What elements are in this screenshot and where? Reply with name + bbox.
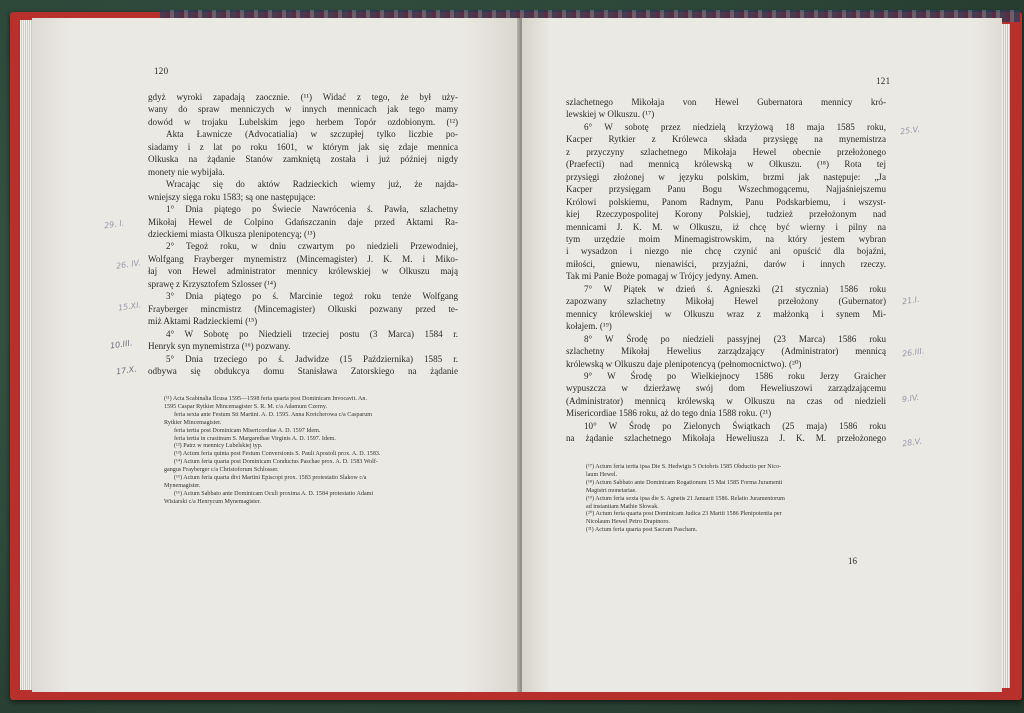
page-number: 121 [876, 76, 891, 86]
footnotes [164, 396, 460, 507]
text-line: (Administrator) mennicą królewską w Olkuszu na czas od niedzieli [566, 395, 886, 406]
right-page [522, 18, 1002, 692]
footnote-line: (¹⁷) Actum feria tertia ipsa Die S. Hedwigis 5 Octobris 1585 Obductio per Nico- [586, 464, 782, 470]
text-line: (Praefecti) nad mennicą królewską w Olkuszu. (¹⁸) Rota tej [566, 159, 886, 170]
text-line: przysięgi złożonej w języku polskim, brzmi jak następuje: „Ja [566, 171, 886, 182]
left-page [32, 18, 520, 692]
text-line: 7° W Piątek w dzień ś. Agnieszki (21 stycznia) 1586 roku [584, 283, 886, 294]
footnote-line: (²⁰) Actum feria quarta post Dominicam Judica 23 Martii 1586 Plenipotentia per [586, 511, 782, 518]
text-line: siadamy i z lat po roku 1601, w którym jak się zdaje mennica [148, 141, 458, 152]
footnote-line: 1595 Caspar Rytkier Mincemagister S. R. M. c/a Adamum Czerny. [164, 403, 328, 410]
text-line: 1° Dnia piątego po Świecie Nawrócenia ś. Pawła, szlachetny [166, 204, 458, 215]
text-line: Wracając się do aktów Radzieckich wiemy już, że najda- [166, 179, 458, 190]
text-line: królewską w Olkuszu daje plenipotencyą (pełnomocnictwo). (²⁰) [566, 358, 802, 369]
text-line: Kacper Rytkier z Królewca składa przysięgę na mynemistrza [566, 134, 886, 145]
footnote-line: Mynemagister. [164, 482, 201, 489]
footnote-line: (¹⁵) Actum feria quarta divi Martini Episcopi prox. 1583 protestatio Slakow c/a [174, 475, 367, 482]
text-line: monety nie wybijała. [148, 166, 225, 177]
handwritten-margin-note: 15.XI. [117, 300, 142, 313]
text-line: Misericordiae 1586 roku, aż do tego dnia 1588 roku. (²¹) [566, 408, 772, 419]
text-line: 8° W Środę po niedzieli passyjnej (23 Marca) 1586 roku [584, 333, 886, 344]
text-line: wniejszy sięga roku 1583; są one następujące: [148, 191, 316, 202]
footnote-line: Rytkier Mincemagister. [164, 419, 222, 426]
text-line: wany do spraw menniczych w innych mennicach jak tego mamy [148, 104, 458, 115]
text-line: z przyczyny szlachetnego Mikołaja Hewel obecnie przełożonego [566, 146, 886, 157]
body-text [148, 91, 458, 377]
text-line: mennicy królewskiej w Olkuszu wraz z małżonką i synem Mi- [566, 308, 886, 319]
footnote-line: gangus Frayberger c/a Christoforum Schlosser. [164, 467, 279, 474]
text-line: odbywa się obdukcya domu Stanisława Zatorskiego na żądanie [148, 365, 458, 376]
text-line: szlachetnego Mikołaja von Hewel Gubernatora mennicy kró- [566, 97, 886, 107]
footnote-line: (¹²) Patrz w mennicy Lubelskiej typ. [174, 443, 263, 450]
text-line: Olkuska na żądanie Stanów zamkniętą została i już później nigdy [148, 154, 458, 165]
text-line: mennicami J. K. M. w Olkuszu, iż chcę być wierny i pilny na [566, 221, 886, 232]
handwritten-margin-note: 25.V. [899, 124, 921, 137]
text-line: na żądanie szlachetnego Mikołaja Heweliusza J. K. M. przełożonego [566, 433, 886, 444]
text-line: Kacper przysięgam Panu Bogu Wszechmogącemu, Najjaśniejszemu [566, 184, 886, 195]
footnote-line: feria sexta ante Festum Sti Martini. A. D. 1595. Anna Kreicherowa c/a Casparum [174, 411, 372, 418]
footnote-line: (²¹) Actum feria quarta post Sacram Pascham. [586, 527, 698, 534]
text-line: 5° Dnia trzeciego po ś. Jadwidze (15 Października) 1585 r. [166, 353, 458, 364]
handwritten-margin-note: 28.V. [901, 436, 923, 449]
handwritten-margin-note: 26.III. [901, 346, 925, 359]
footnote-line: (¹⁹) Actum feria sexta ipsa die S. Agnetis 21 Januarii 1586. Relatio Juramentorum [586, 495, 785, 502]
text-line: lewskiej w Olkuszu. (¹⁷) [566, 109, 655, 120]
text-line: Akta Ławnicze (Advocatialia) w szczupłej tylko liczbie po- [166, 129, 458, 140]
handwritten-margin-note: 10.III. [109, 338, 133, 351]
text-line: łaj von Hewel administrator mennicy królewskiej w Olkuszu mają [148, 266, 458, 277]
footnote-line: (¹⁶) Actum Sabbato ante Dominicam Oculi proxima A. D. 1584 protestatio Adami [174, 490, 374, 497]
footnote-line: Magistri monetariae. [586, 487, 637, 494]
handwritten-margin-note: 9.IV. [901, 392, 920, 405]
text-line: dzieckiemi miasta Olkusza plenipotencyą; (¹³) [148, 228, 316, 239]
footnote-line: laum Hewel. [586, 471, 618, 478]
text-line: Henryk syn mynemistrza (¹⁶) pozwany. [148, 341, 291, 352]
footnote-line: (¹⁴) Actum feria quarta post Dominicam Conductus Paschae prox. A. D. 1583 Wolf- [174, 459, 378, 466]
text-line: Królowi polskiemu, Panom Radnym, Panu Podskarbiemu, i wszyst- [566, 196, 886, 207]
handwritten-margin-note: 29. I. [103, 218, 125, 231]
text-line: gdyż wyroki zapadają zaocznie. (¹¹) Widać z tego, że był uży- [148, 92, 458, 102]
text-line: sprawę z Krzysztofem Szlosser (¹⁴) [148, 278, 277, 289]
text-line: kołajem. (¹⁹) [566, 321, 612, 332]
footnotes [586, 464, 886, 535]
text-line: 3° Dnia piątego po ś. Marcinie tegoż roku tenże Wolfgang [166, 291, 458, 302]
handwritten-margin-note: 17.X. [115, 364, 138, 377]
footnote-line: feria tertia post Dominicam Misericordiae A. D. 1597 Idem. [174, 427, 321, 434]
text-line: i wysadzon i niezgo nie chcę czynić ani opuścić dla bojaźni, [566, 246, 886, 257]
handwritten-margin-note: 26. IV. [115, 258, 142, 271]
text-line: Tak mi Panie Boże pomagaj w Trójcy jedyny. Amen. [566, 271, 759, 282]
body-text [566, 96, 886, 445]
footnote-line: Wisiarski c/a Henrycum Mynemagister. [164, 498, 261, 505]
text-line: Wolfgang Frayberger mynemistrz (Mincemagister) J. K. M. i Miko- [148, 253, 458, 264]
text-line: 6° W sobotę przez niedzielą krzyżową 18 maja 1585 roku, [584, 121, 886, 132]
text-line: tym urzędzie moim Minemagistrowskim, na który jestem wybran [566, 233, 886, 244]
text-line: wypuszcza w dzierżawę swój dom Heweliuszowi zarządzającemu [566, 383, 886, 394]
text-line: 4° W Sobotę po Niedzieli trzeciej postu (3 Marca) 1584 r. [166, 328, 458, 339]
footnote-line: (¹³) Actum feria quinta post Festum Conversionis S. Pauli Apostoli prox. A. D. 1583. [174, 451, 381, 458]
text-line: miż Aktami Radzieckiemi (¹⁵) [148, 316, 258, 327]
text-line: 2° Tegoż roku, w dniu czwartym po niedzieli Przewodniej, [166, 241, 458, 252]
text-line: Frayberger mincmistrz (Mincemagister) Olkuski pozwany przed te- [148, 303, 458, 314]
handwritten-margin-note: 21.I. [901, 294, 921, 307]
text-line: miłości, gniewu, nienawiści, przyjaźni, darów i innych rzeczy. [566, 258, 886, 269]
text-line: dowód w trojaku Lubelskim jego herbem Topór ozdobionym. (¹²) [148, 116, 458, 127]
text-line: szlachetny Mikołaj Hewelius zarządzający (Administrator) mennicą [566, 346, 886, 357]
text-line: zapozwany szlachetny Mikołaj Hewel przełożony (Gubernator) [566, 296, 886, 307]
footnote-line: Nicolaum Hewel Petro Drapinoro. [586, 519, 670, 526]
footnote-line: (¹¹) Acta Scabinalia Ilcusa 1595—1598 feria quarta post Dominicam Invocavit. An. [164, 396, 367, 402]
text-line: kiej Rzeczypospolitej Korony Polskiej, tudzież przełożonym nad [566, 209, 886, 220]
footnote-line: (¹⁸) Actum Sabbato ante Dominicam Rogationum 15 Mai 1585 Forma Juramenti [586, 479, 783, 486]
text-line: 10° W Środę po Zielonych Świątkach (25 maja) 1586 roku [584, 420, 886, 431]
signature-mark: 16 [848, 556, 857, 566]
text-line: 9° W Środę po Wielkiejnocy 1586 roku Jerzy Graicher [584, 370, 886, 381]
page-number: 120 [154, 66, 169, 76]
footnote-line: feria tertia in crastinum S. Margarethae Virginis A. D. 1597. Idem. [174, 435, 336, 442]
footnote-line: ad instantiam Mathie Słowak. [586, 503, 659, 510]
text-line: Mikołaj Hewel de Colpino Gdańszczanin daje przed Aktami Ra- [148, 216, 458, 227]
